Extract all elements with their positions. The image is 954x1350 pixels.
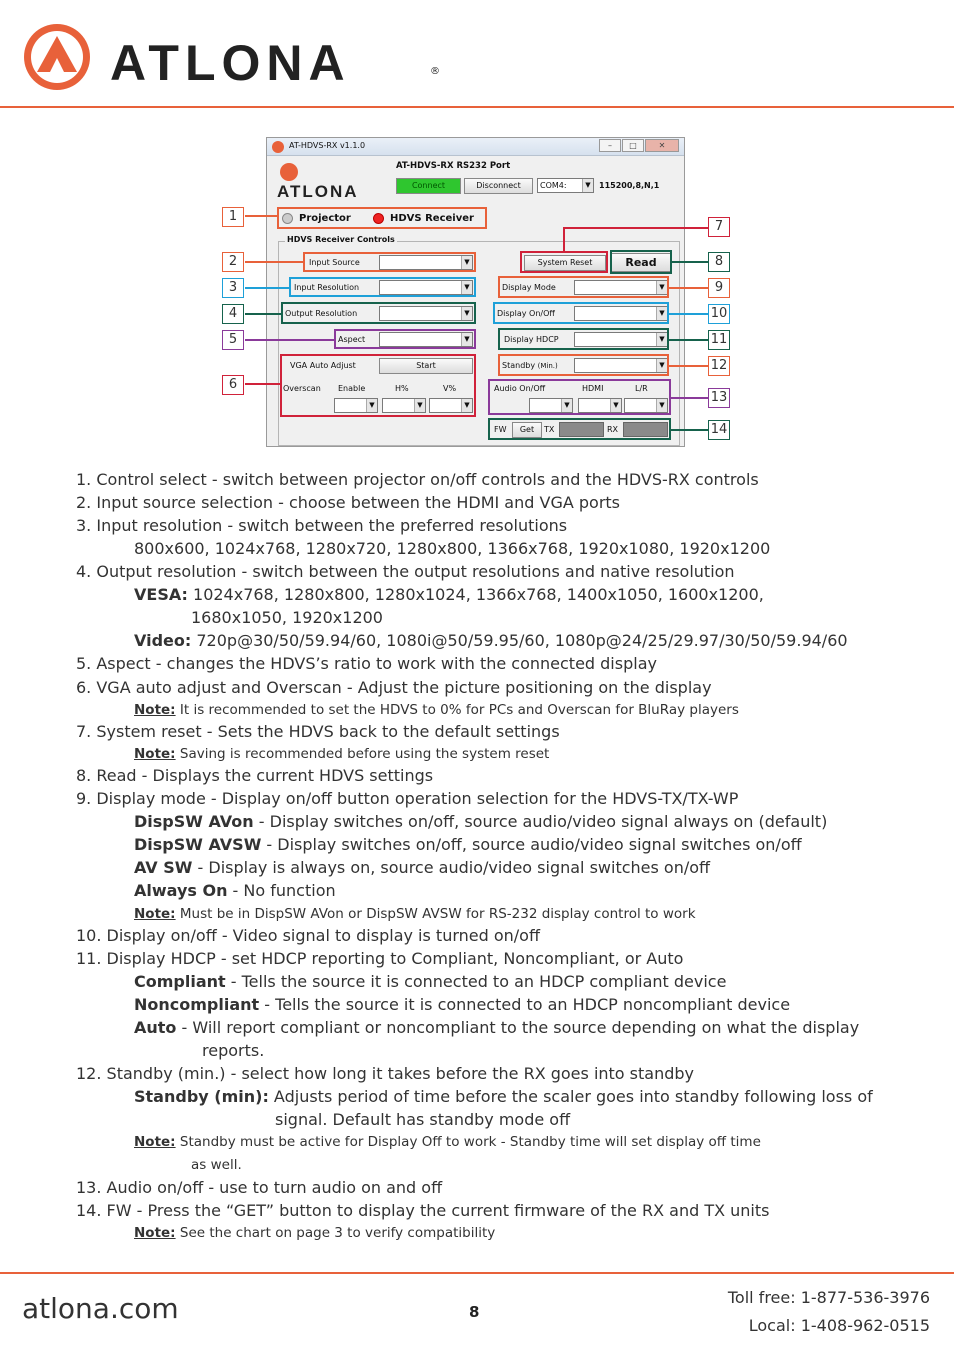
- item-3: 3. Input resolution - switch between the preferred resolutions: [76, 516, 568, 535]
- callout-box-13: [488, 379, 671, 415]
- item-11-auto-cont: reports.: [202, 1041, 265, 1060]
- callout-box-4: [281, 302, 476, 324]
- item-12-note-cont: as well.: [191, 1157, 242, 1173]
- callout-box-7: [520, 251, 608, 273]
- app-icon: [272, 141, 284, 153]
- item-9-avon: DispSW AVon - Display switches on/off, source audio/video signal always on (default): [134, 812, 828, 831]
- chevron-down-icon: ▼: [582, 179, 593, 192]
- callout-box-2: [303, 252, 476, 272]
- leader-line-10: [668, 313, 708, 315]
- start-button[interactable]: Start: [379, 358, 473, 374]
- system-reset-button[interactable]: System Reset: [524, 255, 606, 271]
- baud-rate: 115200,8,N,1: [599, 181, 660, 190]
- callout-box-14: [488, 418, 671, 440]
- callout-number-5: 5: [222, 330, 244, 350]
- item-7-note: Note: Saving is recommended before using the system reset: [134, 746, 550, 762]
- item-12: 12. Standby (min.) - select how long it takes before the RX goes into standby: [76, 1064, 695, 1083]
- item-4-video: Video: 720p@30/50/59.94/60, 1080i@50/59.95/60, 1080p@24/25/29.97/30/50/59.94/60: [134, 631, 848, 650]
- item-2: 2. Input source selection - choose between the HDMI and VGA ports: [76, 493, 620, 512]
- toll-free-phone: Toll free: 1-877-536-3976: [727, 1288, 930, 1307]
- callout-number-9: 9: [708, 278, 730, 298]
- chevron-down-icon: ▼: [656, 307, 667, 320]
- input-resolution-label: Input Resolution: [294, 283, 360, 292]
- chevron-down-icon: ▼: [561, 399, 572, 412]
- chevron-down-icon: ▼: [366, 399, 377, 412]
- local-phone: Local: 1-408-962-0515: [748, 1316, 930, 1335]
- item-11-auto: Auto - Will report compliant or noncompliant to the source depending on what the display: [134, 1018, 860, 1037]
- chevron-down-icon: ▼: [461, 256, 472, 269]
- leader-line-6: [245, 383, 281, 385]
- item-9-avsw: DispSW AVSW - Display switches on/off, source audio/video signal switches on/off: [134, 835, 802, 854]
- callout-number-7: 7: [708, 217, 730, 237]
- item-12-standby-cont: signal. Default has standby mode off: [275, 1110, 571, 1129]
- overscan-label: Overscan: [283, 384, 321, 393]
- callout-number-3: 3: [222, 278, 244, 298]
- callout-box-5: [334, 329, 476, 349]
- item-7: 7. System reset - Sets the HDVS back to the default settings: [76, 722, 560, 741]
- leader-line-8: [671, 261, 708, 263]
- v-percent-label: V%: [443, 384, 457, 393]
- callout-number-2: 2: [222, 252, 244, 272]
- leader-line-7b: [563, 227, 708, 229]
- callout-number-14: 14: [708, 420, 730, 440]
- leader-line-4: [245, 313, 282, 315]
- item-6: 6. VGA auto adjust and Overscan - Adjust the picture positioning on the display: [76, 678, 712, 697]
- hdvs-receiver-label: HDVS Receiver: [390, 213, 474, 224]
- item-8: 8. Read - Displays the current HDVS settings: [76, 766, 434, 785]
- item-14: 14. FW - Press the “GET” button to display the current firmware of the RX and TX units: [76, 1201, 770, 1220]
- item-3-detail: 800x600, 1024x768, 1280x720, 1280x800, 1366x768, 1920x1080, 1920x1200: [134, 539, 771, 558]
- hdmi-label: HDMI: [582, 384, 604, 393]
- maximize-icon[interactable]: □: [622, 139, 644, 152]
- window-titlebar: [267, 138, 684, 156]
- item-11-noncompliant: Noncompliant - Tells the source it is connected to an HDCP noncompliant device: [134, 995, 791, 1014]
- tx-label: TX: [544, 425, 555, 434]
- minimize-icon[interactable]: –: [599, 139, 621, 152]
- leader-line-5: [245, 339, 335, 341]
- chevron-down-icon: ▼: [656, 399, 667, 412]
- controls-group-title: HDVS Receiver Controls: [287, 235, 395, 244]
- item-11: 11. Display HDCP - set HDCP reporting to Compliant, Noncompliant, or Auto: [76, 949, 684, 968]
- port-title: AT-HDVS-RX RS232 Port: [396, 161, 511, 171]
- callout-box-12: [498, 354, 669, 376]
- chevron-down-icon: ▼: [461, 333, 472, 346]
- leader-line-3: [245, 287, 290, 289]
- chevron-down-icon: ▼: [610, 399, 621, 412]
- h-percent-label: H%: [395, 384, 409, 393]
- item-4: 4. Output resolution - switch between the output resolutions and native resolution: [76, 562, 735, 581]
- callout-box-3: [289, 277, 476, 297]
- projector-label: Projector: [299, 213, 351, 224]
- panel-brand: ATLONA: [277, 182, 359, 201]
- chevron-down-icon: ▼: [461, 399, 472, 412]
- callout-number-13: 13: [708, 388, 730, 408]
- callout-box-11: [498, 328, 669, 350]
- chevron-down-icon: ▼: [656, 281, 667, 294]
- item-13: 13. Audio on/off - use to turn audio on and off: [76, 1178, 443, 1197]
- leader-line-2: [245, 261, 304, 263]
- rx-label: RX: [607, 425, 619, 434]
- chevron-down-icon: ▼: [656, 359, 667, 372]
- item-5: 5. Aspect - changes the HDVS’s ratio to work with the connected display: [76, 654, 657, 673]
- enable-label: Enable: [338, 384, 366, 393]
- item-14-note: Note: See the chart on page 3 to verify compatibility: [134, 1225, 496, 1241]
- close-icon[interactable]: ✕: [645, 139, 679, 152]
- leader-line-12: [668, 365, 708, 367]
- item-1: 1. Control select - switch between projector on/off controls and the HDVS-RX controls: [76, 470, 759, 489]
- footer-website[interactable]: atlona.com: [22, 1292, 179, 1325]
- callout-box-1: [277, 207, 487, 229]
- item-9-note: Note: Must be in DispSW AVon or DispSW AVSW for RS-232 display control to work: [134, 906, 696, 922]
- callout-number-8: 8: [708, 252, 730, 272]
- audio-onoff-label: Audio On/Off: [494, 384, 546, 393]
- callout-box-9: [498, 276, 669, 298]
- vga-auto-adjust-label: VGA Auto Adjust: [290, 361, 356, 370]
- page-number: 8: [469, 1303, 480, 1321]
- item-9-always-on: Always On - No function: [134, 881, 336, 900]
- item-9-avsw-only: AV SW - Display is always on, source audio/video signal switches on/off: [134, 858, 711, 877]
- com-port-select[interactable]: COM4: ▼: [537, 178, 594, 193]
- item-9: 9. Display mode - Display on/off button operation selection for the HDVS-TX/TX-WP: [76, 789, 739, 808]
- callout-box-8: [610, 250, 672, 274]
- connect-button[interactable]: Connect: [396, 178, 461, 194]
- panel-logo-icon: [280, 163, 298, 181]
- chevron-down-icon: ▼: [656, 333, 667, 346]
- callout-box-10: [493, 302, 669, 324]
- callout-number-11: 11: [708, 330, 730, 350]
- item-4-vesa-cont: 1680x1050, 1920x1200: [191, 608, 383, 627]
- item-11-compliant: Compliant - Tells the source it is connected to an HDCP compliant device: [134, 972, 727, 991]
- read-button[interactable]: Read: [610, 253, 672, 272]
- item-12-standby: Standby (min): Adjusts period of time before the scaler goes into standby following loss of: [134, 1087, 873, 1106]
- disconnect-button[interactable]: Disconnect: [464, 178, 533, 194]
- callout-number-12: 12: [708, 356, 730, 376]
- output-resolution-label: Output Resolution: [285, 309, 358, 318]
- item-10: 10. Display on/off - Video signal to display is turned on/off: [76, 926, 540, 945]
- item-12-note: Note: Standby must be active for Display Off to work - Standby time will set display off time: [134, 1134, 761, 1150]
- leader-line-13: [670, 397, 708, 399]
- lr-label: L/R: [635, 384, 648, 393]
- display-hdcp-label: Display HDCP: [504, 335, 559, 344]
- input-source-label: Input Source: [309, 258, 360, 267]
- callout-number-4: 4: [222, 304, 244, 324]
- chevron-down-icon: ▼: [461, 281, 472, 294]
- chevron-down-icon: ▼: [414, 399, 425, 412]
- callout-number-1: 1: [222, 207, 244, 227]
- logo-registered: ®: [430, 66, 440, 77]
- fw-label: FW: [494, 425, 507, 434]
- atlona-logo-icon: [22, 22, 92, 92]
- logo-wordmark: ATLONA: [110, 35, 351, 91]
- header-divider: [0, 106, 954, 108]
- callout-number-10: 10: [708, 304, 730, 324]
- get-button[interactable]: Get: [512, 422, 542, 438]
- window-title: AT-HDVS-RX v1.1.0: [289, 141, 366, 150]
- leader-line-11: [668, 339, 708, 341]
- callout-number-6: 6: [222, 375, 244, 395]
- leader-line-14: [670, 429, 708, 431]
- standby-label: Standby (Min.): [502, 361, 558, 370]
- display-mode-label: Display Mode: [502, 283, 556, 292]
- leader-line-1: [245, 215, 278, 217]
- leader-line-9: [668, 287, 708, 289]
- aspect-label: Aspect: [338, 335, 366, 344]
- atlona-logo: [22, 22, 442, 92]
- display-onoff-label: Display On/Off: [497, 309, 555, 318]
- chevron-down-icon: ▼: [461, 307, 472, 320]
- item-6-note: Note: It is recommended to set the HDVS to 0% for PCs and Overscan for BluRay players: [134, 702, 739, 718]
- leader-line-7a: [563, 227, 565, 252]
- item-4-vesa: VESA: 1024x768, 1280x800, 1280x1024, 1366x768, 1400x1050, 1600x1200,: [134, 585, 764, 604]
- callout-box-6: [280, 354, 476, 417]
- footer-divider: [0, 1272, 954, 1274]
